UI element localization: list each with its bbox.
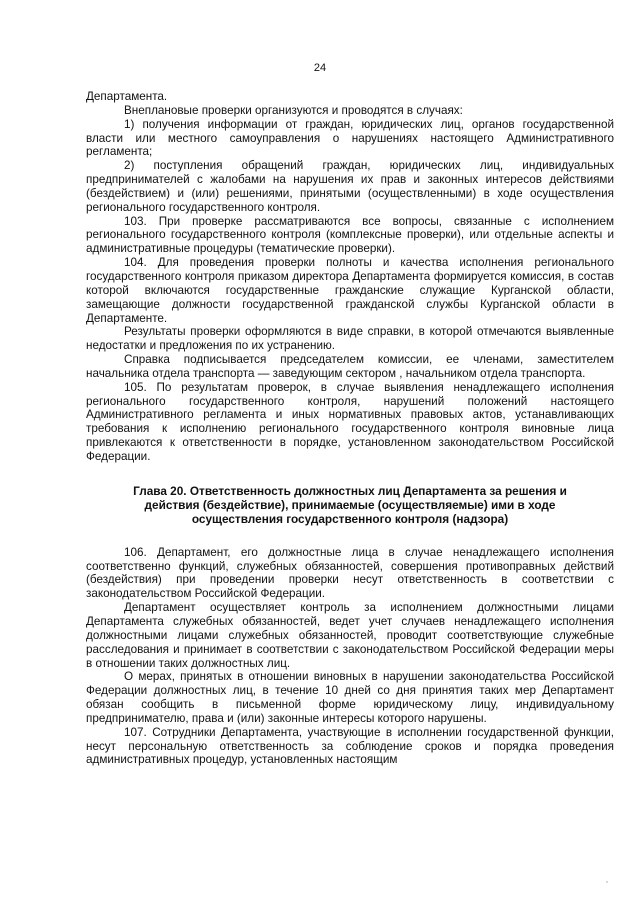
section-before-heading [86,90,614,464]
paragraph: Внеплановые проверки организуются и проводятся в случаях: [124,103,463,117]
paragraph: О мерах, принятых в отношении виновных в нарушении законодательства Российской Федерации должностных лиц, в течение 10 дней со дня принятия таких мер Департамент обязан сообщить в письменной форме юридическому лицу, индивидуальному предпринимателю, права и (или) законные интересы которого нарушены. [86,670,614,725]
paragraph: 103. При проверке рассматриваются все вопросы, связанные с исполнением регионального государственного контроля (комплексные проверки), или отдельные аспекты и административные процедуры (тематические проверки). [86,214,614,256]
paragraph: 1) получения информации от граждан, юридических лиц, органов государственной власти или местного самоуправления о нарушениях настоящего Административного регламента; [86,117,614,159]
paragraph: 106. Департамент, его должностные лица в случае ненадлежащего исполнения соответственно функций, служебных обязанностей, совершения противоправных действий (бездействия) при проведении проверки несут ответственность в соответствии с законодательством Российской Федерации. [86,545,614,601]
paragraph: 105. По результатам проверок, в случае выявления ненадлежащего исполнения регионального государственного контроля, нарушений положений настоящего Административного регламента и иных нормативных правовых актов, устанавливающих требования к исполнению регионального государственного контроля виновные лица привлекаются к ответственности в порядке, установленном законодательством Российской Федерации. [86,380,614,463]
page-number: 24 [313,62,327,74]
paragraph: Результаты проверки оформляются в виде справки, в которой отмечаются выявленные недостатки и предложения по их устранению. [86,325,614,353]
document-body [86,90,614,767]
heading-line: действия (бездействие), принимаемые (осуществляемые) ими в ходе [144,497,556,512]
paragraph: 104. Для проведения проверки полноты и качества исполнения регионального государственного контроля приказом директора Департамента формируется комиссия, в состав которой включаются государственные гражданские служащие Курганской области, замещающие должности государственной гражданской службы Курганской области в Департаменте. [86,256,614,325]
scan-speck [606,881,608,883]
paragraph: Департамент осуществляет контроль за исполнением должностными лицами Департамента служебных обязанностей, ведет учет случаев ненадлежащего исполнения должностными лицами служебных обязанностей, проводит соответствующие служебные расследования и принимает в соответствии с законодательством Российской Федерации меры в отношении таких должностных лиц. [86,601,614,670]
paragraph: 107. Сотрудники Департамента, участвующие в исполнении государственной функции, несут персональную ответственность за соблюдение сроков и порядка проведения административных процедур, установленных настоящим [86,725,614,767]
paragraph: Справка подписывается председателем комиссии, ее членами, заместителем начальника отдела транспорта — заведующим сектором , начальником отдела транспорта. [86,353,614,380]
chapter-heading [86,484,614,526]
heading-line: Глава 20. Ответственность должностных лиц Департамента за решения и [133,483,567,498]
heading-line: осуществления государственного контроля (надзора) [191,511,509,526]
paragraph: Департамента. [86,90,168,103]
section-after-heading [86,546,614,768]
paragraph: 2) поступления обращений граждан, юридических лиц, индивидуальных предпринимателей с жалобами на нарушения их прав и законных интересов действиями (бездействием) и (или) решениями, принятыми (осуществленными) в ходе осуществления регионального государственного контроля. [86,159,614,214]
